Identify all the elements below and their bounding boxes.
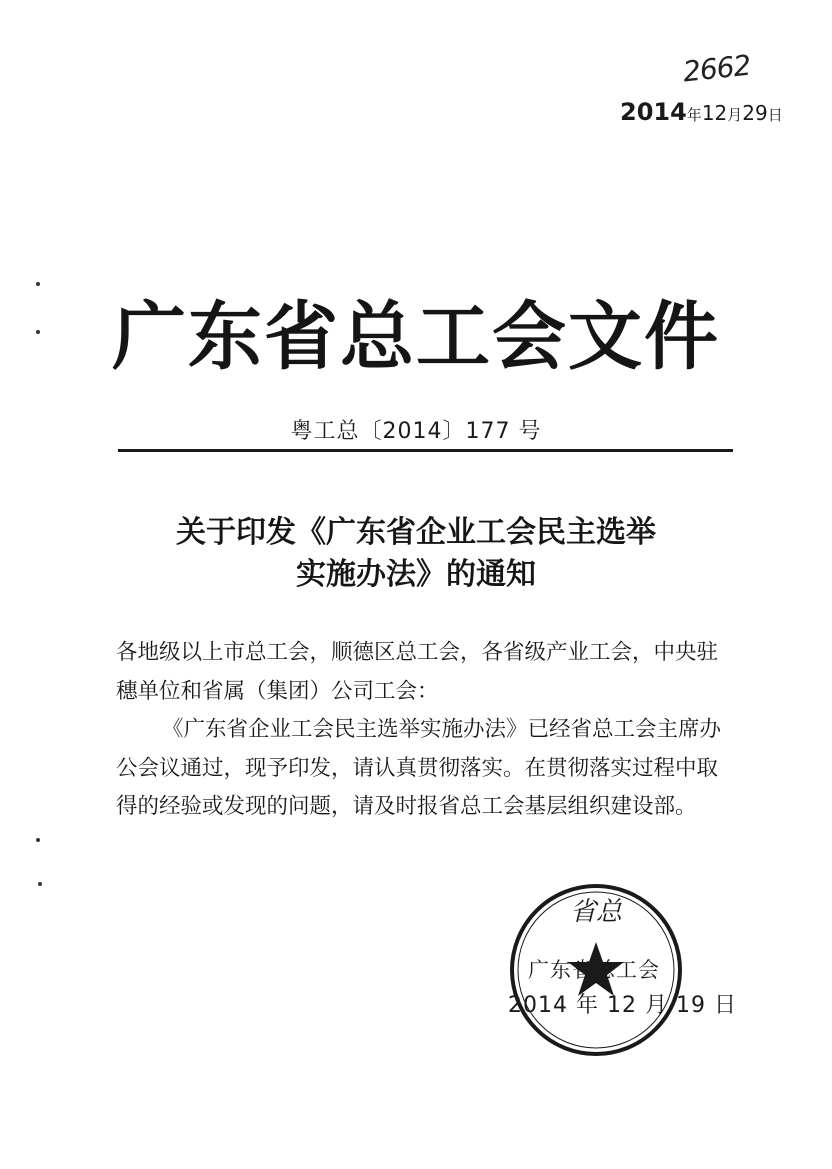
scan-mark xyxy=(36,282,40,286)
document-header: 广东省总工会文件 xyxy=(112,294,720,380)
receipt-year: 2014 xyxy=(620,98,687,126)
seal-top-text: 省总 xyxy=(569,897,623,927)
document-body xyxy=(116,634,734,827)
scan-mark xyxy=(36,330,40,334)
signature-date: 2014 年 12 月 19 日 xyxy=(508,993,737,1018)
recipients-line: 各地级以上市总工会，顺德区总工会，各省级产业工会，中央驻穗单位和省属（集团）公司工会： xyxy=(116,640,719,704)
scan-mark xyxy=(38,882,42,886)
receipt-year-unit: 年 xyxy=(686,106,702,124)
document-title xyxy=(0,512,832,596)
document-number: 粤工总〔2014〕177 号 xyxy=(290,419,542,444)
receipt-day: 29 xyxy=(742,101,768,125)
handwritten-number: 2662 xyxy=(681,48,752,89)
scan-mark xyxy=(36,838,40,842)
receipt-month: 12 xyxy=(701,101,728,125)
receipt-month-unit: 月 xyxy=(727,106,743,124)
body-paragraph: 《广东省企业工会民主选举实施办法》已经省总工会主席办公会议通过，现予印发，请认真贯彻落实。在贯彻落实过程中取得的经验或发现的问题，请及时报省总工会基层组织建设部。 xyxy=(116,717,722,819)
title-line-2: 实施办法》的通知 xyxy=(296,557,536,592)
receipt-day-unit: 日 xyxy=(767,106,783,124)
receipt-date-stamp xyxy=(620,98,783,126)
signature-organization: 广东省总工会 xyxy=(528,958,660,982)
title-line-1: 关于印发《广东省企业工会民主选举 xyxy=(176,515,656,550)
header-divider xyxy=(118,449,733,452)
